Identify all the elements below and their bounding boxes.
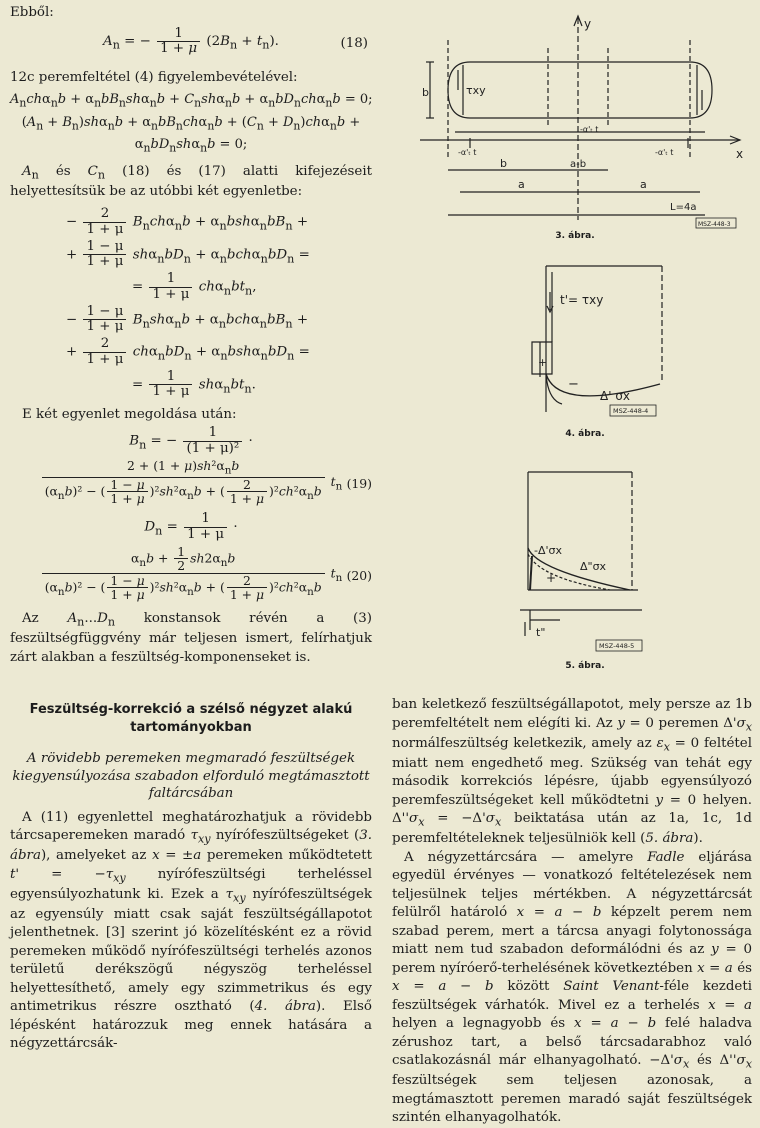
equation-a: $A_nch\alpha_nb + \alpha_nbB_nsh\alpha_nb + C_nsh\alpha_nb + \alpha_nbD_nch\alpha_nb = 0$; — [10, 92, 373, 110]
fig3-label-x: x — [736, 147, 744, 161]
figure-3-caption: 3. ábra. — [555, 231, 595, 241]
system-line-1: − $\frac{2}{1 + \mu}$ $B_nch\alpha_nb + \alpha_nbsh\alpha_nbB_n$ + — [66, 206, 309, 237]
equation-19: $2 + (1 + \mu)sh^2\alpha_nb$ $(\alpha_nb)^2$ − ( $\frac{1 - \mu}{1 + \mu}$ )$^2sh^2\alpha_nb$ + ( $\frac{2}{1 + \mu}$ )$^2ch^2\alpha_nb$ $t_n$ (19) — [10, 459, 372, 506]
figure-4 — [470, 262, 700, 442]
paragraph-1: 12c peremfeltétel (4) figyelembevételével: — [10, 69, 298, 85]
intro-text: Ebből: — [10, 5, 54, 20]
dn-lead: $D_n$ = $\frac{1}{1 + \mu}$ · — [144, 511, 238, 542]
fig3-label-a2: a — [640, 178, 647, 191]
fig3-tag: MSZ-448-3 — [698, 221, 731, 228]
fig3-label-t1: -α'ₜ t — [580, 125, 599, 134]
equation-18 — [10, 27, 372, 67]
fig5-tag: MSZ-448-5 — [599, 642, 635, 650]
eq20-label: (20) — [346, 567, 372, 583]
section-subheading: A rövidebb peremeken megmaradó feszültségek kiegyensúlyozása szabadon elforduló megtámasztott faltárcsában — [12, 751, 370, 802]
figure-4-drawing — [470, 262, 700, 427]
right-paragraph-1: ban keletkező feszültségállapotot, mely persze az 1b peremfeltételt nem elégíti ki. Az y = 0 peremen $\Delta'\sigma_x$ normálfeszültség keletkezik, amely az $\varepsilon_x = 0$ feltétel miatt nem engedhető meg. Szükség van tehát egy második korrekciós lépésre, újabb egyensúlyozó peremfeszültségeket kell működtetni y = 0 helyen. $\Delta''\sigma_x = -\Delta'\sigma_x$ beiktatása után az 1a, 1c, 1d peremfeltételeknek teljesülniök kell (5. ábra). — [392, 697, 753, 847]
fig4-minus: − — [568, 377, 579, 392]
eq18-label: (18) — [340, 35, 368, 51]
paragraph-2: $A_n$ és $C_n$ (18) és (17) alatti kifejezéseit helyettesítsük be az utóbbi két egyenletbe: — [10, 163, 372, 199]
figure-5-drawing — [470, 470, 700, 660]
fig5-label-s1: -Δ'σx — [534, 544, 562, 557]
fig4-label-t: t'= τxy — [560, 293, 604, 307]
fig4-plus: + — [538, 356, 548, 369]
equation-20: $\alpha_nb$ + $\frac{1}{2}$ $sh2\alpha_nb$ $(\alpha_nb)^2$ − ( $\frac{1 - \mu}{1 + \mu}$ )$^2sh^2\alpha_nb$ + ( $\frac{2}{1 + \mu}$ )$^2ch^2\alpha_nb$ $t_n$ (20) — [10, 545, 372, 603]
equation-b1: $(A_n + B_n)sh\alpha_nb + \alpha_nbB_nch\alpha_nb + (C_n + D_n)ch\alpha_nb$ + — [21, 114, 361, 133]
figure-4-caption: 4. ábra. — [565, 429, 605, 439]
figure-5-caption: 5. ábra. — [565, 661, 605, 671]
fig3-label-tau: τxy — [466, 84, 486, 97]
system-line-6: = $\frac{1}{1 + \mu}$ $sh\alpha_nbt_n$. — [132, 368, 256, 400]
fig4-label-s: Δ' σx — [600, 389, 631, 403]
section-heading: Feszültség-korrekció a szélső négyzet alakú tartományokban — [29, 702, 353, 735]
fig3-label-a1: a — [518, 178, 525, 191]
equation-b2: $\alpha_nbD_nsh\alpha_nb = 0$; — [134, 137, 248, 155]
fig3-label-L: L=4a — [670, 202, 697, 213]
left-column — [10, 0, 372, 1054]
fig3-label-t2: -α'ₜ t — [458, 148, 477, 157]
fig4-tag: MSZ-448-4 — [613, 407, 649, 415]
fig3-label-b2: b — [500, 157, 507, 170]
figure-3 — [400, 10, 750, 250]
figure-5 — [470, 470, 700, 680]
figure-3-drawing — [400, 10, 750, 250]
system-line-3: = $\frac{1}{1 + \mu}$ $ch\alpha_nbt_n$, — [132, 271, 257, 302]
system-line-4: − $\frac{1 - \mu}{1 + \mu}$ $B_nsh\alpha_nb + \alpha_nbch\alpha_nbB_n$ + — [66, 303, 309, 335]
right-column-text — [392, 696, 752, 1128]
fig5-plus: + — [546, 571, 557, 585]
paragraph-3: E két egyenlet megoldása után: — [22, 406, 237, 422]
system-line-2: + $\frac{1 - \mu}{1 + \mu}$ $sh\alpha_nbD_n + \alpha_nbch\alpha_nbD_n$ = — [66, 238, 310, 270]
fig5-label-t: t" — [536, 626, 546, 639]
bn-lead: $B_n$ = − $\frac{1}{\text{(1 + μ)²}}$ · — [129, 425, 253, 457]
fig5-label-s2: Δ"σx — [580, 560, 607, 573]
paragraph-4: Az $A_n...D_n$ konstansok révén a (3) feszültségfüggvény már teljesen ismert, felírhatjuk zárt alakban a feszültség-komponenseket is. — [10, 611, 373, 665]
right-paragraph-2: A négyzettárcsára — amelyre Fadle eljárása egyedül érvényes — vonatkozó feltételezések nem teljesülnek teljes mértékben. A négyzettárcsát felülről határoló x = a − b képzelt perem nem szabad perem, mert a tárcsa anyagi folytonossága miatt nem tud szabadon deformálódni és az y = 0 perem nyíróerő-terhelésének következtében x = a és x = a − b között Saint Venant-féle kezdeti feszültségek várhatók. Mivel ez a terhelés x = a helyen a legnagyobb és x = a − b felé haladva zérushoz tart, a belső tárcsadarabhoz való csatlakozásnál már elhanyagolható. $-\Delta'\sigma_x$ és $\Delta''\sigma_x$ feszültségek sem teljesen azonosak, a megtámasztott peremen maradó saját feszültségek szintén elhanyagolhatók. — [392, 849, 753, 1126]
fig3-label-b: b — [422, 86, 429, 99]
eq18-text: $A_n$ = − $\frac{1}{1 + \mu}$ $(2B_n + t_n)$. — [103, 25, 279, 57]
paragraph-5: A (11) egyenlettel meghatározhatjuk a rövidebb tárcsaperemeken maradó $\tau_{xy}$ nyírófeszültségeket (3. ábra), amelyeket az x = ±a peremeken működtetett $t' = -\tau_{xy}$ nyírófeszültségi terheléssel egyensúlyozhatunk ki. Ezek a $\tau_{xy}$ nyírófeszültségek az egyensúly miatt csak saját feszültségállapotot jelenthetnek. [3] szerint jó közelítésként ez a rövid peremeken működő nyírófeszültségi terhelés azonos területű derékszögű négyszög terheléssel helyettesíthető, amely egy szimmetrikus és egy antimetrikus részre osztható (4. ábra). Első lépésként határozzuk meg ennek hatására a négyzettárcsák- — [10, 809, 372, 1052]
fig3-label-ab: a-b — [570, 159, 587, 170]
fig3-label-t3: -α'ₜ t — [655, 148, 674, 157]
system-line-5: + $\frac{2}{1 + \mu}$ $ch\alpha_nbD_n + \alpha_nbsh\alpha_nbD_n$ = — [66, 336, 310, 367]
fig3-label-y: y — [584, 17, 592, 31]
eq19-label: (19) — [346, 475, 372, 491]
